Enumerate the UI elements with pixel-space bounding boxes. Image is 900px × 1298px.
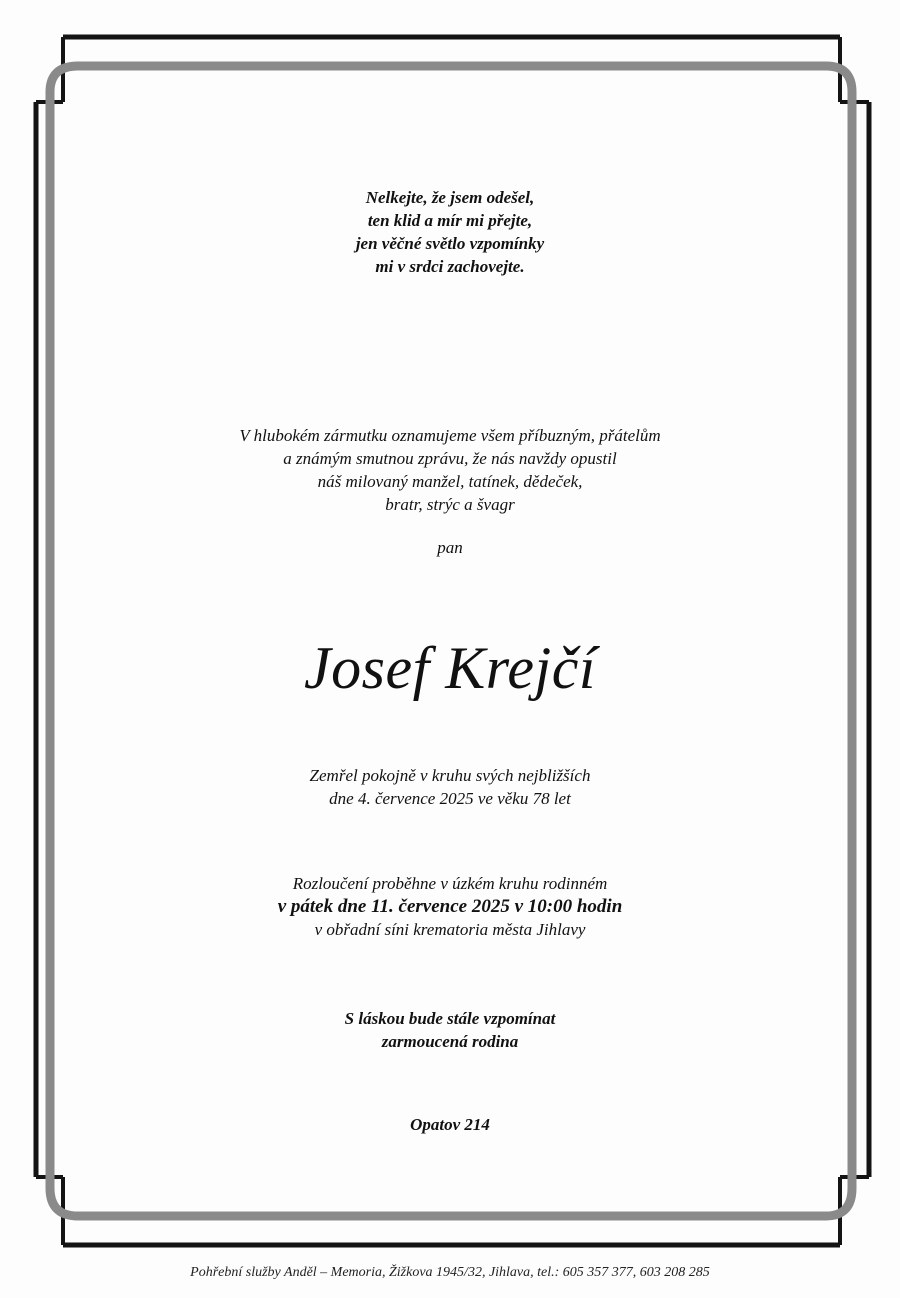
death-info-line: dne 4. července 2025 ve věku 78 let — [329, 789, 571, 808]
announcement-text — [0, 424, 900, 516]
death-info — [0, 764, 900, 810]
signature-line: zarmoucená rodina — [381, 1032, 519, 1051]
farewell-place: v obřadní síni krematoria města Jihlavy — [314, 920, 586, 939]
honorific-title: pan — [437, 538, 463, 557]
verse-line: Nelkejte, že jsem odešel, — [365, 188, 535, 207]
verse-line: mi v srdci zachovejte. — [375, 257, 525, 276]
verse-line: jen věčné světlo vzpomínky — [355, 234, 545, 253]
announcement-line: a známým smutnou zprávu, že nás navždy opustil — [283, 449, 617, 468]
family-signature — [0, 1007, 900, 1053]
farewell-date: v pátek dne 11. července 2025 v 10:00 hodin — [277, 896, 623, 917]
announcement-line: náš milovaný manžel, tatínek, dědeček, — [317, 472, 583, 491]
farewell-line: Rozloučení proběhne v úzkém kruhu rodinném — [292, 874, 608, 893]
death-info-line: Zemřel pokojně v kruhu svých nejbližších — [309, 766, 591, 785]
family-address: Opatov 214 — [410, 1115, 490, 1134]
deceased-name: Josef Krejčí — [303, 635, 597, 701]
signature-line: S láskou bude stále vzpomínat — [344, 1009, 556, 1028]
announcement-line: bratr, strýc a švagr — [385, 495, 515, 514]
verse-line: ten klid a mír mi přejte, — [367, 211, 533, 230]
funeral-service-footer: Pohřební služby Anděl – Memoria, Žižkova 1945/32, Jihlava, tel.: 605 357 377, 603 208 285 — [190, 1265, 710, 1280]
farewell-info — [0, 872, 900, 941]
opening-verse — [0, 186, 900, 278]
announcement-line: V hlubokém zármutku oznamujeme všem příbuzným, přátelům — [239, 426, 661, 445]
